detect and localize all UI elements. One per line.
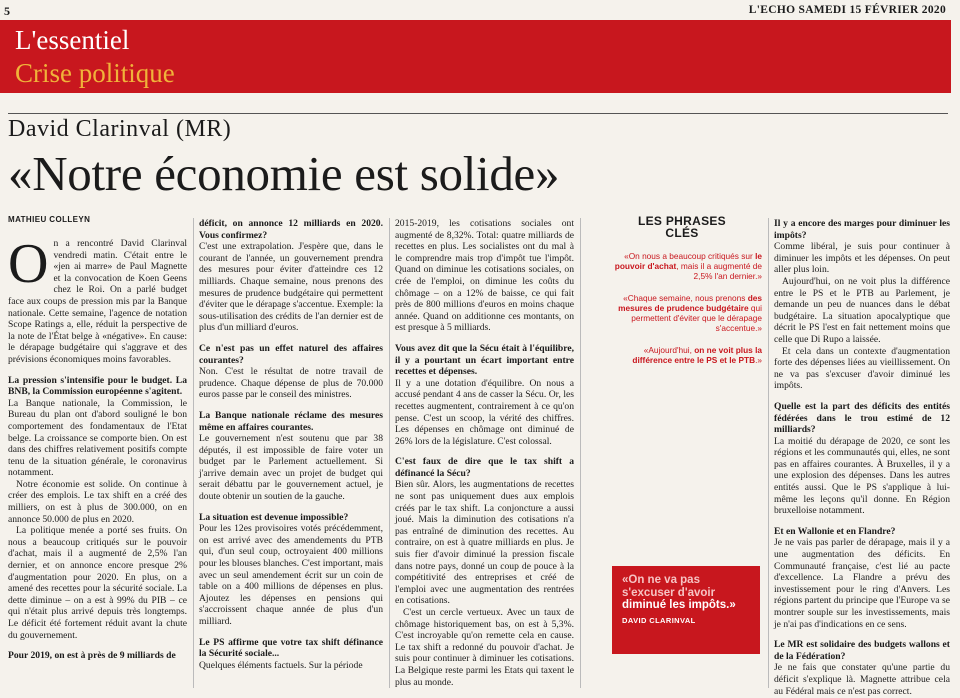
headline: «Notre économie est solide» <box>8 146 560 201</box>
interviewee-name: David Clarinval (MR) <box>8 116 232 142</box>
drop-cap: O <box>8 233 49 295</box>
divider-line <box>8 113 948 114</box>
article-column-5 <box>774 218 950 697</box>
answer: Le gouvernement n'est soutenu que par 38 députés, il est impossible de faire voter un budget par le Parlement actuellement. Si j'arrive demain avec un projet de budget qui serait débattu par le gouvernement actuel, je doute obtenir un soutien de la gauche. <box>199 433 383 503</box>
question: La situation est devenue impossible? <box>199 511 349 523</box>
column-rule <box>580 218 581 688</box>
question: Pour 2019, on est à près de 9 milliards de <box>8 650 176 662</box>
answer: Il y a une dotation d'équilibre. On nous a accusé pendant 4 ans de casser la Sécu. Or, les recettes augmentent, contrairement à ce qu'on pense. C'est un scoop, la vérité des chiffres. Les dépenses en chômage ont diminué de 26% lors de la législature. C'est colossal. <box>395 377 574 447</box>
answer: Je ne vais pas parler de dérapage, mais il y a une augmentation des déficits. En Communauté française, c'est lié au pacte d'excellence. La Flandre a prévu des investissement pour le ring d'Anvers. Les régions partent du principe que l'Europe va se montrer souple sur les investissements, mais je n'ai pas d'indications en ce sens. <box>774 537 950 630</box>
question: Le MR est solidaire des budgets wallons et de la Fédération? <box>774 639 950 662</box>
answer: C'est une extrapolation. J'espère que, dans le courant de l'année, un gouvernement prendra des mesures pour éviter d'atteindre ces 12 milliards. Chaque semaine, nous prenons des mesures de prudence budgétaire qui permettent d'éviter que le dérapage s'accentue. Exemple: la sous-utilisation des crédits de l'an dernier est de plus d'un milliard d'euros. <box>199 241 383 334</box>
question: Ce n'est pas un effet naturel des affaires courantes? <box>199 342 383 366</box>
answer: Non. C'est le résultat de notre travail de prudence. Chaque dépense de plus de 70.000 euros passe par le conseil des ministres. <box>199 366 383 401</box>
answer: C'est un cercle vertueux. Avec un taux de chômage historiquement bas, on est à 5,3%. C'est incroyable qu'on remette cela en cause. Le tax shift a redonné du pouvoir d'achat. Je suis pour continuer à diminuer les cotisations. La Belgique reste parmi les Etats qui taxent le plus au monde. <box>395 607 574 688</box>
answer: Pour les 12es provisoires votés précédemment, on est arrivé avec des amendements du PTB qui, d'un seul coup, octroyaient 400 millions pour les blouses blanches. C'est important, mais avec un seul amendement écrit sur un coin de table on a 400 millions de dépenses en plus. Ajoutez les dépenses en pensions qui s'accroissent chaque année de plus d'un milliard. <box>199 523 383 627</box>
question: Vous avez dit que la Sécu était à l'équilibre, il y a pourtant un écart important entre recettes et dépenses. <box>395 342 574 378</box>
article-column-2 <box>199 218 383 671</box>
question: La pression s'intensifie pour le budget. La BNB, la Commission européenne s'agitent. <box>8 374 187 398</box>
key-phrases-sidebar <box>602 215 762 365</box>
column-rule <box>193 218 194 688</box>
answer: Bien sûr. Alors, les augmentations de recettes ne sont pas uniquement dues aux emplois créés par le tax shift. La conjoncture a aussi joué. Mais la diminution des cotisations n'a pas entraîné de diminution des recettes. Au contraire, on est à quatre milliards en plus. Je suis fier d'avoir diminué la pression fiscale dans notre pays, donné un coup de pouce à la compétitivité des entreprises et créé de l'emploi avec une augmentation des rentrées en cotisations. <box>395 479 574 607</box>
sidebar-title: LES PHRASES CLÉS <box>638 214 726 240</box>
answer: Aujourd'hui, on ne voit plus la différence entre le PS et le PTB au Parlement, je demande un peu de nuances dans le débat budgétaire. La situation apocalyptique que décrit le PS l'est en fait nettement moins que celle que Di Rupo a laissée. <box>774 275 950 345</box>
answer: La moitié du dérapage de 2020, ce sont les régions et les communautés qui, elles, ne sont pas en affaires courantes. À Bruxelles, il y a une explosion des dépenses. Dans les autres entités aussi. Que le PS s'applique à lui-même les leçons qu'il donne. En Région bruxelloise notamment. <box>774 435 950 517</box>
answer: Notre économie est solide. On continue à créer des emplois. Le tax shift en a créé des milliers, on est à plus de 300.000, on en annonce 50.000 de plus en 2020. <box>8 478 187 525</box>
question: déficit, on annonce 12 milliards en 2020. Vous confirmez? <box>199 218 383 241</box>
pull-quote-author: DAVID CLARINVAL <box>622 615 696 625</box>
answer: La politique menée a porté ses fruits. On nous a beaucoup critiqués sur le pouvoir d'achat, mais il a augmenté de 2,5% l'an dernier, et on annonce encore presque 2% d'augmentation pour 2020. En plus, on a amené des recettes pour la sécurité sociale. La dette diminue – on a est à 99% du PIB – ce qui n'était plus arrivé depuis très longtemps. Le déficit été fortement réduit avant la chute du gouvernement. <box>8 525 187 641</box>
answer: Je ne fais que constater qu'une partie du déficit s'explique là. Magnette attribue cela au Fédéral mais ce n'est pas correct. <box>774 662 950 697</box>
column-rule <box>389 218 390 688</box>
answer: Et cela dans un contexte d'augmentation forte des dépenses liées au vieillissement. On ne va pas s'excuser d'avoir diminué les impôts. <box>774 345 950 392</box>
masthead: L'ECHO SAMEDI 15 FÉVRIER 2020 <box>748 4 946 16</box>
topic-title: Crise politique <box>15 58 175 88</box>
pull-quote-box <box>612 566 760 654</box>
byline: MATHIEU COLLEYN <box>8 215 91 224</box>
key-quote: «On nous a beaucoup critiqués sur le pouvoir d'achat, mais il a augmenté de 2,5% l'an dernier.» <box>614 251 762 281</box>
lead-paragraph: On a rencontré David Clarinval vendredi matin. C'était entre le «jen ai marre» de Paul Magnette et la convocation de Koen Geens chez le Roi. On a parlé budget face aux coups de pression mis par la Banque nationale. Cette semaine, l'agence de notation Scope Ratings a, elle, réduit la perspective de la note de l'État belge à «négative». En cause: le dérapage budgétaire qui s'aggrave et des prévisions économiques moins favorables. <box>8 233 187 365</box>
question: Et en Wallonie et en Flandre? <box>774 525 896 537</box>
section-title: L'essentiel <box>15 25 130 55</box>
question: C'est faux de dire que le tax shift a définancé la Sécu? <box>395 456 574 479</box>
answer: La Banque nationale, la Commission, le Bureau du plan ont d'abord souligné le bon comportement des fondamentaux de l'Etat belge. La croissance se comporte bien. On est dans des chiffres relativement positifs compte tenu de la situation générale, le coronavirus notamment. <box>8 397 187 479</box>
page-number: 5 <box>4 4 10 18</box>
question: Le PS affirme que votre tax shift définance la Sécurité sociale... <box>199 636 383 660</box>
answer: 2015-2019, les cotisations sociales ont augmenté de 8,32%. Total: quatre milliards de recettes en plus. Les socialistes ont du mal à le comprendre mais trop d'impôt tue l'impôt. Quand on diminue les cotisations sociales, on crée de l'emploi, on diminue les coûts du chômage – on a 12% de baisse, ce qui fait près de 800 millions d'euros en moins chaque année. Quand on additionne ces montants, on est presque à 5 milliards. <box>395 218 574 334</box>
question: Quelle est la part des déficits des entités fédérées dans le trou estimé de 12 milliards? <box>774 400 950 436</box>
key-quote: «Chaque semaine, nous prenons des mesures de prudence budgétaire qui permettent d'éviter que le dérapage s'accentue.» <box>618 293 762 333</box>
article-column-1 <box>8 233 187 662</box>
column-rule <box>768 218 769 688</box>
article-column-3 <box>395 218 574 688</box>
answer: Quelques éléments factuels. Sur la période <box>199 659 363 671</box>
question: La Banque nationale réclame des mesures même en affaires courantes. <box>199 409 383 433</box>
section-banner <box>0 20 951 93</box>
pull-quote-text: «On ne va pas s'excuser d'avoir diminué les impôts.» <box>622 574 736 611</box>
question: Il y a encore des marges pour diminuer les impôts? <box>774 218 950 241</box>
key-quote: «Aujourd'hui, on ne voit plus la différence entre le PS et le PTB.» <box>632 345 762 365</box>
answer: Comme libéral, je suis pour continuer à diminuer les impôts et les dépenses. On peut aller plus loin. <box>774 241 950 276</box>
